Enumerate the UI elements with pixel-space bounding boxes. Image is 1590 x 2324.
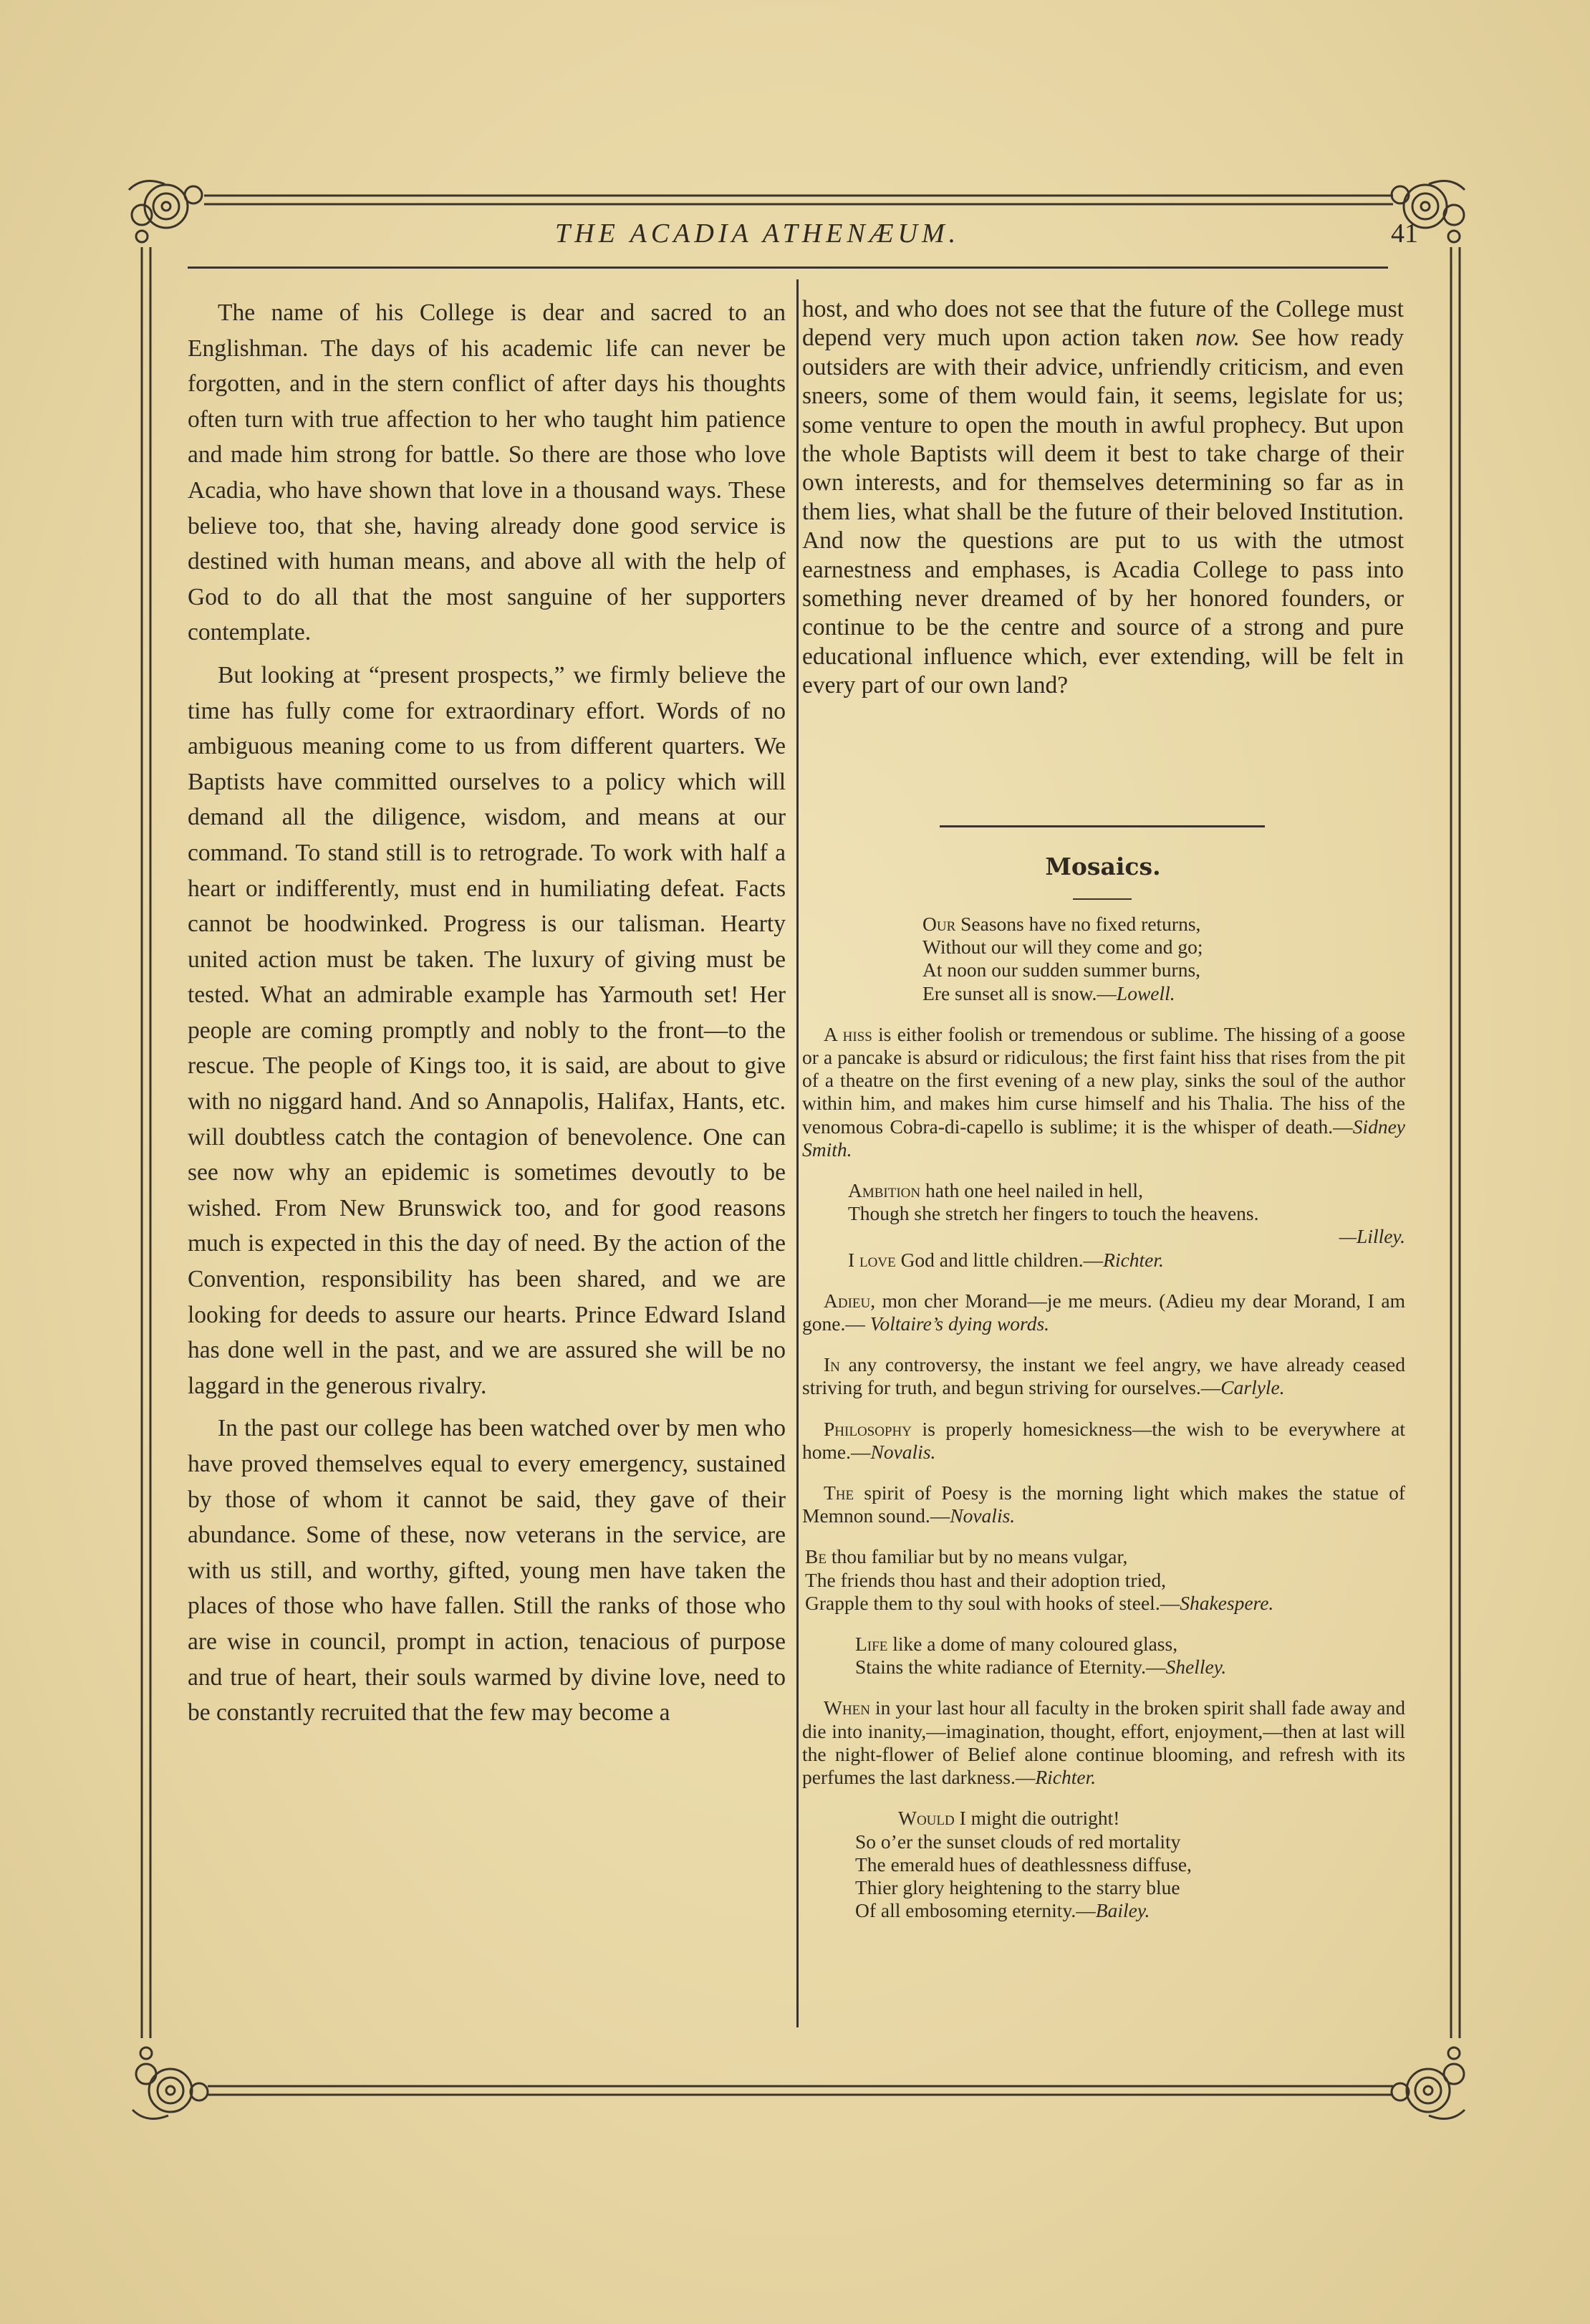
section-divider <box>940 825 1265 827</box>
running-header <box>186 213 1418 264</box>
quote-verse: Be thou familiar but by no means vulgar, The friends thou hast and their adoption tried, Grapple them to thy soul with hooks of steel.—Shakespere. <box>805 1545 1274 1614</box>
paragraph: host, and who does not see that the future of the College must depend very much upon action taken now. See how ready outsiders are with their advice, unfriendly criticism, and even sneers, some of them would fain, it seems, legislate for us; some venture to open the mouth in awful prophecy. But upon the whole Baptists will deem it best to take charge of their own interests, and for themselves determining so far as in them lies, what shall be the future of their beloved Institution. And now the questions are put to us with the utmost earnestness and emphases, is Acadia College to pass into something never dreamed of by her honored founders, or continue to be the centre and source of a strong and pure educational influence which, ever extending, will be felt in every part of our own land? <box>802 296 1404 699</box>
paragraph: But looking at “present prospects,” we firmly believe the time has fully come for extraordinary effort. Words of no ambiguous meaning come to us from different quarters. We Baptists have committed ourselves to a policy which will demand all the diligence, wisdom, and means at our command. To stand still is to retrograde. To work with half a heart or indifferently, must end in humiliating defeat. Facts cannot be hoodwinked. Progress is our talisman. Hearty united action must be taken. The luxury of giving must be tested. What an admirable example has Yarmouth set! Her people are coming promptly and nobly to the front—to the rescue. The people of Kings too, it is said, are about to give with no niggard hand. And so Annapolis, Halifax, Hants, etc. will doubtless catch the contagion of benevolence. One can see now why an epidemic is sometimes devoutly to be wished. From New Brunswick too, and for good reasons much is expected in this the day of need. By the action of the Convention, responsibility has been shared, and we are looking for deeds to assure our hearts. Prince Edward Island has done well in the past, and we are assured she will be no laggard in the generous rivalry. <box>188 661 786 1399</box>
quote-prose: The spirit of Poesy is the morning light which makes the statue of Memnon sound.—Novalis. <box>802 1482 1405 1527</box>
quote-verse: Would I might die outright! So o’er the sunset clouds of red mortality The emerald hues of deathlessness diffuse, Thier glory heightening to the starry blue Of all embosoming eternity.—Bailey. <box>855 1807 1192 1922</box>
quote-prose: A hiss is either foolish or tremendous or sublime. The hissing of a goose or a pancake is absurd or ridiculous; the first faint hiss that rises from the pit of a theatre on the first evening of a new play, sinks the soul of the author within him, and makes him curse himself and his Thalia. The hiss of the venomous Cobra-di-capello is sublime; it is the whisper of death.—Sidney Smith. <box>802 1022 1405 1161</box>
quote-verse: Ambition hath one heel nailed in hell, Though she stretch her fingers to touch the heavens. —Lilley. I love God and little children.—Richter. <box>848 1179 1405 1271</box>
paragraph: The name of his College is dear and sacred to an Englishman. The days of his academic life can never be forgotten, and in the stern conflict of after days his thoughts often turn with true affection to her who taught him patience and made him strong for battle. So there are those who love Acadia, who have shown that love in a thousand ways. These believe too, that she, having already done good service is destined with human means, and above all with the help of God to do all that the most sanguine of her supporters contemplate. <box>188 299 786 646</box>
section-title: Mosaics. <box>1045 853 1161 880</box>
quote-prose: In any controversy, the instant we feel angry, we have already ceased striving for truth, and begun striving for ourselves.—Carlyle. <box>802 1353 1405 1399</box>
page-number: 41 <box>1391 219 1418 249</box>
quote-verse: Our Seasons have no fixed returns, Without our will they come and go; At noon our sudden summer burns, Ere sunset all is snow.—Lowell. <box>922 913 1203 1004</box>
quote-prose: Adieu, mon cher Morand—je me meurs. (Adieu my dear Morand, I am gone.— Voltaire’s dying words. <box>802 1289 1405 1335</box>
left-column <box>188 295 786 1738</box>
corner-ornament-bottom-left <box>132 2047 208 2119</box>
quote-verse: Life like a dome of many coloured glass, Stains the white radiance of Eternity.—Shelley. <box>855 1633 1227 1679</box>
corner-ornament-bottom-right <box>1392 2047 1465 2119</box>
title-underline <box>1073 898 1132 900</box>
quote-prose: Philosophy is properly homesickness—the wish to be everywhere at home.—Novalis. <box>802 1417 1405 1463</box>
header-rule <box>188 267 1388 269</box>
quote-prose: When in your last hour all faculty in the broken spirit shall fade away and die into inanity,—imagination, thought, effort, enjoyment,—then at last will the night-flower of Belief alone continue blooming, and refresh with its perfumes the last darkness.—Richter. <box>802 1696 1405 1789</box>
mosaics-section <box>802 913 1405 1940</box>
right-column-continuation <box>802 295 1404 701</box>
column-rule <box>796 279 799 2027</box>
journal-title: THE ACADIA ATHENÆUM. <box>555 219 960 249</box>
emphasis: now. <box>1195 325 1240 352</box>
paragraph: In the past our college has been watched over by men who have proved themselves equal to every emergency, sustained by those of whom it cannot be said, they gave of their abundance. Some of these, now veterans in the service, are with us still, and worthy, gifted, young men have taken the places of those who have fallen. Still the ranks of those who are wise in council, prompt in action, tenacious of purpose and true of heart, their souls warmed by divine love, need to be constantly recruited that the few may become a <box>188 1415 786 1727</box>
